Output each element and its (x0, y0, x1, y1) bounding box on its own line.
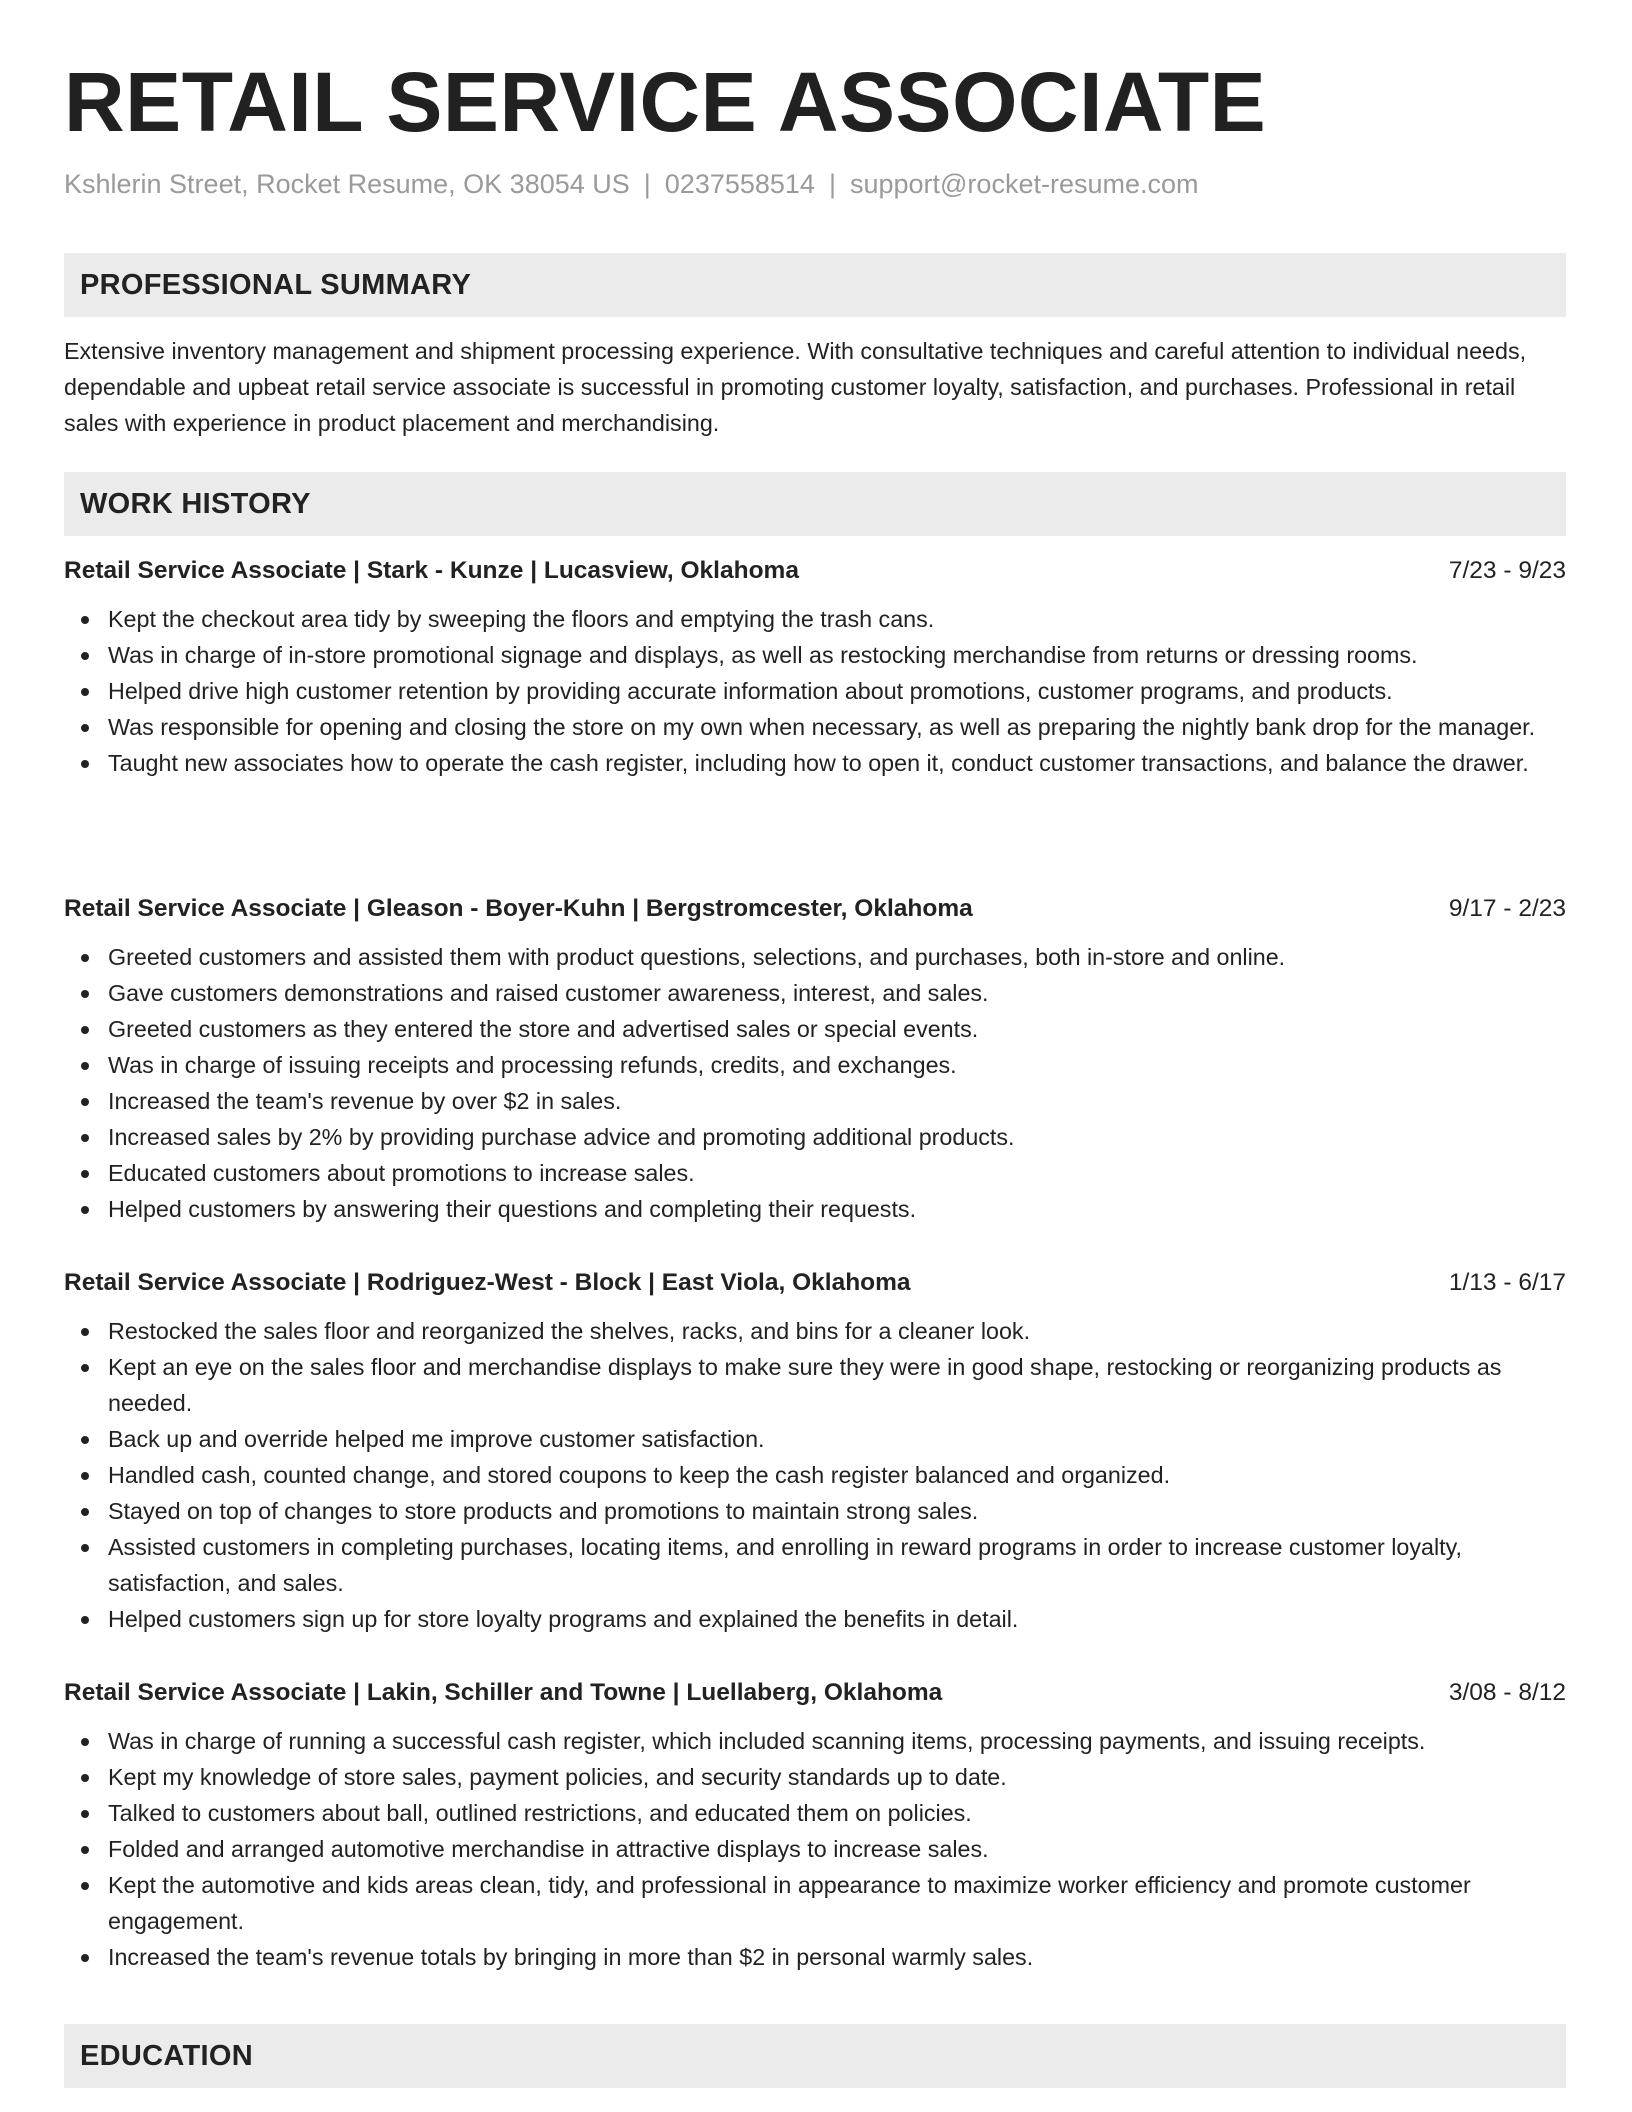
bullet-item: Restocked the sales floor and reorganized the shelves, racks, and bins for a cleaner look. (64, 1313, 1566, 1349)
bullet-item: Kept my knowledge of store sales, payment policies, and security standards up to date. (64, 1759, 1566, 1795)
bullet-item: Gave customers demonstrations and raised customer awareness, interest, and sales. (64, 975, 1566, 1011)
job-bullets (64, 1313, 1566, 1637)
bullet-item: Educated customers about promotions to increase sales. (64, 1155, 1566, 1191)
bullet-item: Stayed on top of changes to store products and promotions to maintain strong sales. (64, 1493, 1566, 1529)
bullet-item: Assisted customers in completing purchases, locating items, and enrolling in reward programs in order to increase customer loyalty, satisfaction, and sales. (64, 1529, 1566, 1601)
job-entry (64, 551, 1566, 781)
job-title: Retail Service Associate | Lakin, Schiller and Towne | Luellaberg, Oklahoma (64, 1679, 943, 1706)
section-title: WORK HISTORY (80, 487, 311, 520)
contact-separator: | (828, 169, 836, 199)
job-title: Retail Service Associate | Stark - Kunze | Lucasview, Oklahoma (64, 557, 799, 584)
section-title: EDUCATION (80, 2039, 253, 2072)
job-dates: 7/23 - 9/23 (1448, 557, 1566, 584)
job-dates: 3/08 - 8/12 (1448, 1679, 1566, 1706)
contact-address: Kshlerin Street, Rocket Resume, OK 38054 US (64, 169, 630, 199)
contact-separator: | (643, 169, 651, 199)
job-title: Retail Service Associate | Gleason - Boyer-Kuhn | Bergstromcester, Oklahoma (64, 895, 973, 922)
bullet-item: Kept the checkout area tidy by sweeping the floors and emptying the trash cans. (64, 601, 1566, 637)
job-header (64, 1673, 1566, 1713)
bullet-item: Was in charge of running a successful cash register, which included scanning items, processing payments, and issuing receipts. (64, 1723, 1566, 1759)
bullet-item: Increased the team's revenue by over $2 in sales. (64, 1083, 1566, 1119)
bullet-item: Increased the team's revenue totals by bringing in more than $2 in personal warmly sales. (64, 1939, 1566, 1975)
section-header-education (64, 2024, 1566, 2088)
bullet-item: Folded and arranged automotive merchandise in attractive displays to increase sales. (64, 1831, 1566, 1867)
resume-name: RETAIL SERVICE ASSOCIATE (64, 55, 1267, 149)
bullet-item: Kept an eye on the sales floor and merchandise displays to make sure they were in good shape, restocking or reorganizing products as needed. (64, 1349, 1566, 1421)
bullet-item: Helped drive high customer retention by providing accurate information about promotions, customer programs, and products. (64, 673, 1566, 709)
job-bullets (64, 601, 1566, 781)
bullet-item: Increased sales by 2% by providing purchase advice and promoting additional products. (64, 1119, 1566, 1155)
contact-email: support@rocket-resume.com (849, 169, 1199, 199)
job-entry (64, 1673, 1566, 1975)
job-header (64, 889, 1566, 929)
bullet-item: Back up and override helped me improve customer satisfaction. (64, 1421, 1566, 1457)
job-title: Retail Service Associate | Rodriguez-West - Block | East Viola, Oklahoma (64, 1269, 911, 1296)
job-entry (64, 889, 1566, 1227)
job-entry (64, 1263, 1566, 1637)
bullet-item: Was responsible for opening and closing the store on my own when necessary, as well as preparing the nightly bank drop for the manager. (64, 709, 1566, 745)
job-dates: 9/17 - 2/23 (1448, 895, 1566, 922)
bullet-item: Was in charge of in-store promotional signage and displays, as well as restocking merchandise from returns or dressing rooms. (64, 637, 1566, 673)
section-title: PROFESSIONAL SUMMARY (80, 268, 472, 301)
bullet-item: Was in charge of issuing receipts and processing refunds, credits, and exchanges. (64, 1047, 1566, 1083)
bullet-item: Talked to customers about ball, outlined restrictions, and educated them on policies. (64, 1795, 1566, 1831)
bullet-item: Taught new associates how to operate the cash register, including how to open it, conduct customer transactions, and balance the drawer. (64, 745, 1566, 781)
job-dates: 1/13 - 6/17 (1448, 1269, 1566, 1296)
section-header-work-history (64, 472, 1566, 536)
summary-text: Extensive inventory management and shipment processing experience. With consultative techniques and careful attention to individual needs, dependable and upbeat retail service associate is successful in promoting customer loyalty, satisfaction, and purchases. Professional in retail sales with experience in product placement and merchandising. (64, 338, 1527, 436)
job-bullets (64, 1723, 1566, 1975)
job-header (64, 551, 1566, 591)
job-header (64, 1263, 1566, 1303)
section-header-summary (64, 253, 1566, 317)
contact-phone: 0237558514 (664, 169, 815, 199)
bullet-item: Helped customers sign up for store loyalty programs and explained the benefits in detail. (64, 1601, 1566, 1637)
bullet-item: Handled cash, counted change, and stored coupons to keep the cash register balanced and organized. (64, 1457, 1566, 1493)
job-bullets (64, 939, 1566, 1227)
contact-line (64, 166, 1199, 202)
bullet-item: Greeted customers and assisted them with product questions, selections, and purchases, both in-store and online. (64, 939, 1566, 975)
bullet-item: Greeted customers as they entered the store and advertised sales or special events. (64, 1011, 1566, 1047)
bullet-item: Kept the automotive and kids areas clean, tidy, and professional in appearance to maximize worker efficiency and promote customer engagement. (64, 1867, 1566, 1939)
bullet-item: Helped customers by answering their questions and completing their requests. (64, 1191, 1566, 1227)
